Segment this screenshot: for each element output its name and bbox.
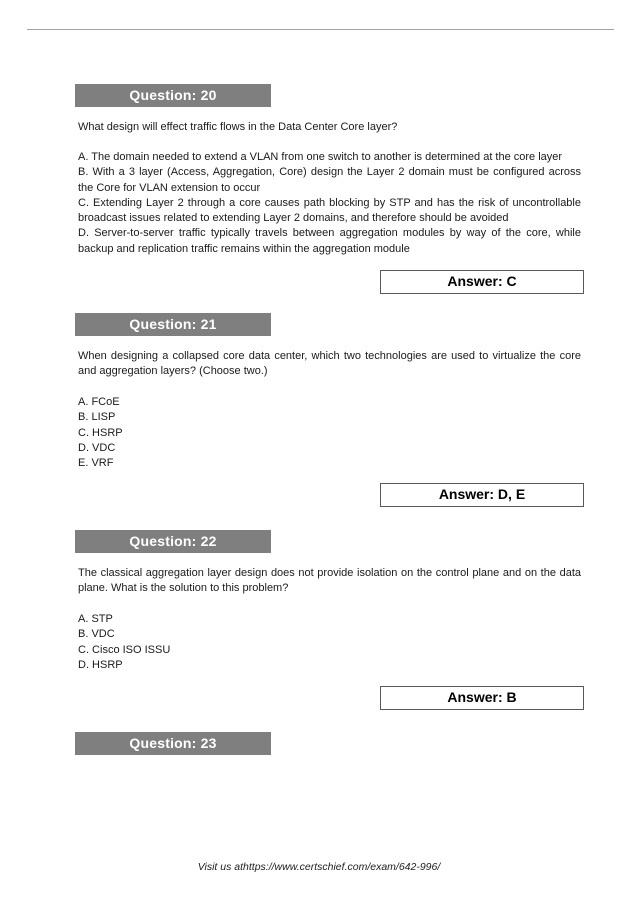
option-item: A. STP bbox=[78, 613, 113, 625]
footer-visit-text: Visit us at bbox=[197, 861, 244, 873]
question-21-options bbox=[78, 395, 581, 471]
option-item: D. HSRP bbox=[78, 658, 123, 671]
option-item: B. VDC bbox=[78, 628, 115, 641]
question-20-text: What design will effect traffic flows in the Data Center Core layer? bbox=[78, 121, 398, 133]
option-item: C. Extending Layer 2 through a core causes path blocking by STP and has the risk of uncontrollable broadcast issues related to extending Layer 2 domains, and therefore should be avoided bbox=[78, 196, 581, 225]
option-item: E. VRF bbox=[78, 457, 114, 470]
option-item: B. LISP bbox=[78, 411, 116, 424]
option-item: D. Server-to-server traffic typically travels between aggregation modules by way of the core, while backup and replication traffic remains within the aggregation module bbox=[78, 227, 581, 255]
question-22-options bbox=[78, 612, 581, 673]
question-21-header: Question: 21 bbox=[75, 313, 271, 336]
top-divider bbox=[27, 29, 614, 30]
option-item: A. FCoE bbox=[78, 396, 120, 408]
question-22-header: Question: 22 bbox=[75, 530, 271, 553]
question-21-text: When designing a collapsed core data center, which two technologies are used to virtualize the core and aggregation layers? (Choose two.) bbox=[78, 350, 581, 378]
question-20-header: Question: 20 bbox=[75, 84, 271, 107]
footer bbox=[0, 861, 638, 873]
option-item: C. Cisco ISO ISSU bbox=[78, 643, 171, 656]
question-21-answer-box: Answer: D, E bbox=[380, 483, 584, 507]
question-22-text: The classical aggregation layer design does not provide isolation on the control plane and on the data plane. What is the solution to this problem? bbox=[78, 567, 581, 595]
question-22-answer-box: Answer: B bbox=[380, 686, 584, 710]
question-20-options bbox=[78, 150, 581, 257]
option-item: D. VDC bbox=[78, 441, 116, 454]
option-item: B. With a 3 layer (Access, Aggregation, Core) design the Layer 2 domain must be configured across the Core for VLAN extension to occur bbox=[78, 166, 581, 194]
question-23-header: Question: 23 bbox=[75, 732, 271, 755]
question-20-answer-box: Answer: C bbox=[380, 270, 584, 294]
option-item: A. The domain needed to extend a VLAN from one switch to another is determined at the core layer bbox=[78, 151, 563, 163]
footer-url-link[interactable]: https://www.certschief.com/exam/642-996/ bbox=[243, 861, 441, 873]
option-item: C. HSRP bbox=[78, 426, 123, 439]
